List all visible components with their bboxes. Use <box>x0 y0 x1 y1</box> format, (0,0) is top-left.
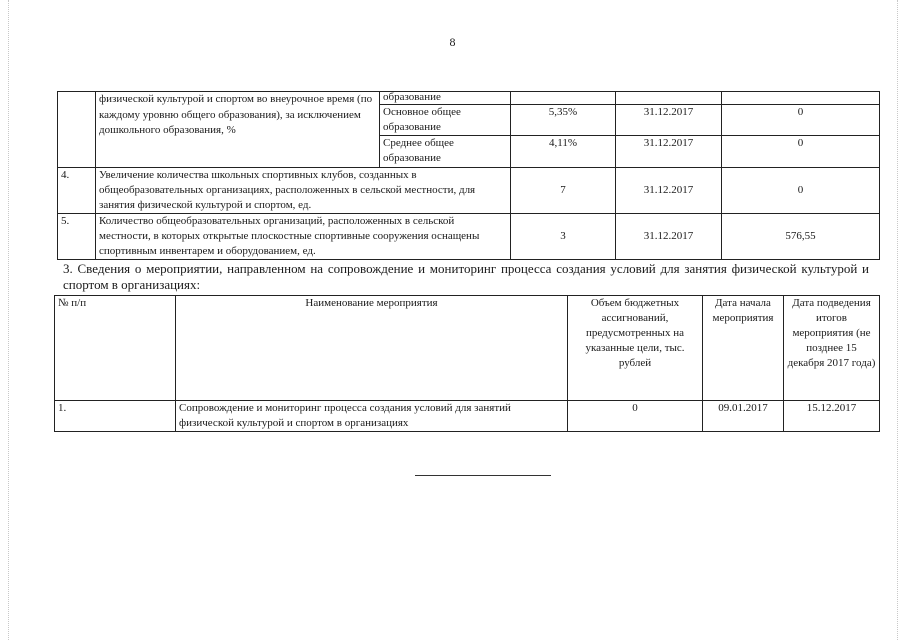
row-number-cell: 4. <box>58 168 96 214</box>
result-cell <box>722 92 880 105</box>
table-row <box>58 168 880 214</box>
activity-table <box>54 295 880 432</box>
budget-cell: 0 <box>568 401 703 432</box>
education-level-cell: образование <box>380 92 511 105</box>
header-num: № п/п <box>55 296 176 401</box>
page-edge-line <box>897 0 898 640</box>
value-cell: 4,11% <box>511 136 616 168</box>
value-cell: 7 <box>511 168 616 214</box>
indicator-cell: Количество общеобразовательных организаций, расположенных в сельской местности, в которых открытые плоскостные спортивные сооружения оснащены спортивным инвентарем и оборудованием, ед. <box>96 214 511 260</box>
result-cell: 0 <box>722 136 880 168</box>
header-start-date: Дата начала мероприятия <box>703 296 784 401</box>
indicator-cell: физической культурой и спортом во внеурочное время (по каждому уровню общего образования), за исключением дошкольного образования, % <box>96 92 380 168</box>
table-row <box>55 401 880 432</box>
page-number: 8 <box>449 35 456 49</box>
value-cell: 5,35% <box>511 105 616 136</box>
value-cell <box>511 92 616 105</box>
table-row <box>58 214 880 260</box>
table-row <box>58 92 880 105</box>
row-number-cell: 5. <box>58 214 96 260</box>
indicator-cell: Увеличение количества школьных спортивных клубов, созданных в общеобразовательных организациях, расположенных в сельской местности, для занятия физической культурой и спортом, ед. <box>96 168 511 214</box>
date-cell: 31.12.2017 <box>616 214 722 260</box>
date-cell: 31.12.2017 <box>616 136 722 168</box>
activity-name-cell: Сопровождение и мониторинг процесса создания условий для занятий физической культурой и спортом в организациях <box>176 401 568 432</box>
result-cell: 576,55 <box>722 214 880 260</box>
date-cell: 31.12.2017 <box>616 105 722 136</box>
education-level-cell: Среднее общее образование <box>380 136 511 168</box>
indicators-table <box>57 91 880 260</box>
value-cell: 3 <box>511 214 616 260</box>
date-cell: 31.12.2017 <box>616 168 722 214</box>
result-cell: 0 <box>722 105 880 136</box>
row-number-cell <box>58 92 96 168</box>
result-cell: 0 <box>722 168 880 214</box>
date-cell <box>616 92 722 105</box>
header-name: Наименование мероприятия <box>176 296 568 401</box>
header-end-date: Дата подведения итогов мероприятия (не позднее 15 декабря 2017 года) <box>784 296 880 401</box>
education-level-cell: Основное общее образование <box>380 105 511 136</box>
start-date-cell: 09.01.2017 <box>703 401 784 432</box>
row-number-cell: 1. <box>55 401 176 432</box>
header-budget: Объем бюджетных ассигнований, предусмотренных на указанные цели, тыс. рублей <box>568 296 703 401</box>
section-heading: 3. Сведения о мероприятии, направленном на сопровождение и мониторинг процесса создания условий для занятия физической культурой и спортом в организациях: <box>63 261 869 292</box>
end-date-cell: 15.12.2017 <box>784 401 880 432</box>
end-separator-line <box>415 475 551 476</box>
table-header-row <box>55 296 880 401</box>
page-edge-line <box>8 0 9 640</box>
